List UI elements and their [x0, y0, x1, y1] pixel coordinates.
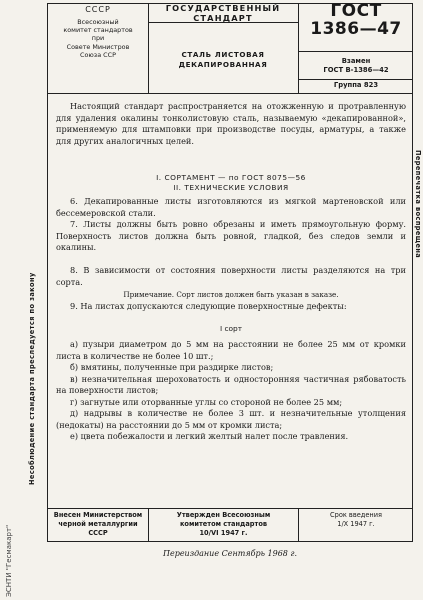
header-right-rule [298, 51, 413, 52]
approved-by-line: 10/VI 1947 г. [199, 529, 248, 537]
paragraph-7: 7. Листы должны быть ровно обрезаны и иметь прямоугольную форму. Поверхность листов должна быть ровной, гладкой, без следов земли и окалины. [56, 219, 406, 252]
list-item: б) вмятины, полученные при раздирке листов; [70, 362, 274, 372]
state-standard-line: СТАНДАРТ [193, 12, 253, 23]
section-heading-2: II. ТЕХНИЧЕСКИЕ УСЛОВИЯ [173, 183, 289, 192]
header-right-rule-2 [298, 79, 413, 80]
section-headings [56, 173, 406, 193]
right-margin-notice: Перепечатка воспрещена [414, 150, 422, 259]
gost-label: ГОСТ [330, 1, 382, 21]
replace-value: ГОСТ В-1386—42 [323, 66, 389, 74]
committee-line: комитет стандартов [63, 26, 133, 35]
paragraph-9: 9. На листах допускаются следующие поверхностные дефекты: [70, 301, 347, 311]
gost-number [299, 2, 413, 38]
sort-heading: I сорт [219, 324, 243, 333]
replace-label: Взамен [341, 57, 371, 65]
approved-by-line: комитетом стандартов [179, 520, 268, 528]
gost-code: 1386—47 [310, 19, 402, 39]
replaces-block [299, 57, 413, 75]
publisher-stamp: ЭСНТИ "Гесмакарт" [5, 524, 13, 597]
section-heading-1: I. СОРТАМЕНТ — по ГОСТ 8075—56 [156, 173, 306, 182]
group-label: Группа 823 [333, 81, 379, 89]
defect-list [56, 339, 406, 443]
committee-line: Совете Министров [66, 42, 130, 51]
title-line: СТАЛЬ ЛИСТОВАЯ [181, 50, 265, 59]
intro-paragraph: Настоящий стандарт распространяется на отожженную и протравленную для удаления окалины тонколистовую сталь, называемую «декапированной», применяемую для штамповки при производстве посуды, арматуры, а также для других аналогичных целей. [56, 101, 406, 146]
introduced-by-line: СССР [88, 529, 108, 537]
effective-date [299, 511, 413, 529]
effective-date-line: Срок введения [330, 511, 382, 519]
approved-by-line: Утвержден Всесоюзным [176, 511, 271, 519]
state-standard-heading [149, 4, 297, 23]
committee-line: при [91, 34, 105, 43]
paragraph-6: 6. Декапированные листы изготовляются из мягкой мартеновской или бессемеровской стали. [56, 196, 406, 218]
list-item: д) надрывы в количестве не более 3 шт. и незначительные утолщения (недокаты) на расстоянии до 5 мм от кромки листа; [56, 408, 406, 430]
header-divider [47, 93, 413, 94]
list-item: в) незначительная шероховатость и односторонняя частичная рябоватость на поверхности листов; [56, 373, 406, 395]
list-item: а) пузыри диаметром до 5 мм на расстоянии не более 25 мм от кромки листа в количестве не более 10 шт.; [56, 339, 406, 361]
footer-divider [47, 508, 413, 509]
paragraph-8: 8. В зависимости от состояния поверхности листы разделяются на три сорта. [56, 265, 406, 287]
ussr-label: СССР [85, 5, 111, 14]
state-standard-line: ГОСУДАРСТВЕННЫЙ [165, 3, 281, 13]
title-line: ДЕКАПИРОВАННАЯ [178, 60, 268, 69]
committee-block [48, 18, 148, 59]
committee-line: Союза ССР [80, 50, 116, 59]
approved-by [149, 511, 298, 538]
introduced-by-line: Внесен Министерством [53, 511, 143, 519]
committee-line: Всесоюзный [77, 18, 119, 26]
effective-date-line: 1/X 1947 г. [337, 520, 375, 528]
note: Примечание. Сорт листов должен быть указан в заказе. [123, 290, 339, 299]
list-item: е) цвета побежалости и легкий желтый налет после травления. [70, 431, 349, 441]
introduced-by-line: черной металлургии [58, 520, 138, 528]
list-item: г) загнутые или оторванные углы со стороной не более 25 мм; [70, 396, 343, 407]
reprint-note: Переиздание Сентябрь 1968 г. [162, 549, 298, 558]
introduced-by [48, 511, 148, 538]
left-margin-notice: Несоблюдение стандарта преследуется по закону [28, 272, 36, 485]
document-title [149, 50, 297, 70]
